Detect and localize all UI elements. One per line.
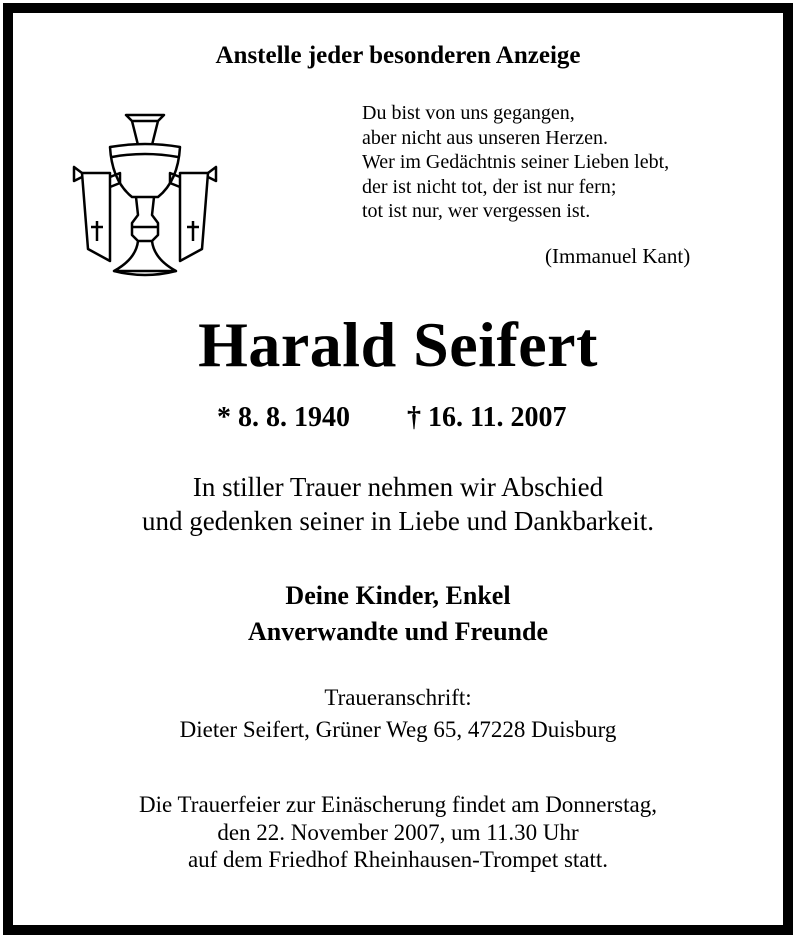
poem	[362, 101, 669, 224]
poem-author: (Immanuel Kant)	[545, 244, 691, 268]
poem-line: aber nicht aus unseren Herzen.	[362, 126, 608, 149]
mourners	[13, 578, 783, 650]
farewell-text	[13, 470, 783, 538]
farewell-line: und gedenken seiner in Liebe und Dankbarkeit.	[141, 506, 655, 536]
poem-line: Du bist von uns gegangen,	[362, 102, 575, 124]
farewell-line: In stiller Trauer nehmen wir Abschied	[192, 472, 604, 502]
death-date: † 16. 11. 2007	[407, 402, 567, 433]
ceremony-line: den 22. November 2007, um 11.30 Uhr	[217, 819, 579, 845]
poem-line: der ist nicht tot, der ist nur fern;	[362, 175, 617, 198]
ceremony-line: auf dem Friedhof Rheinhausen-Trompet statt.	[187, 847, 609, 872]
address-label: Traueranschrift:	[324, 685, 472, 710]
notice-heading: Anstelle jeder besonderen Anzeige	[215, 42, 581, 69]
address-text: Dieter Seifert, Grüner Weg 65, 47228 Duisburg	[179, 717, 617, 742]
poem-line: tot ist nur, wer vergessen ist.	[362, 200, 591, 222]
mourning-address	[13, 682, 783, 746]
birth-date: * 8. 8. 1940	[217, 402, 350, 433]
ceremony-line: Die Trauerfeier zur Einäscherung findet am Donnerstag,	[139, 792, 657, 817]
chalice-with-crosses-icon	[66, 111, 226, 281]
obituary-notice	[3, 3, 793, 935]
deceased-name: Harald Seifert	[198, 309, 598, 380]
mourners-line: Anverwandte und Freunde	[247, 617, 548, 646]
ceremony-info	[13, 791, 783, 874]
mourners-line: Deine Kinder, Enkel	[285, 581, 511, 610]
poem-line: Wer im Gedächtnis seiner Lieben lebt,	[362, 151, 670, 173]
